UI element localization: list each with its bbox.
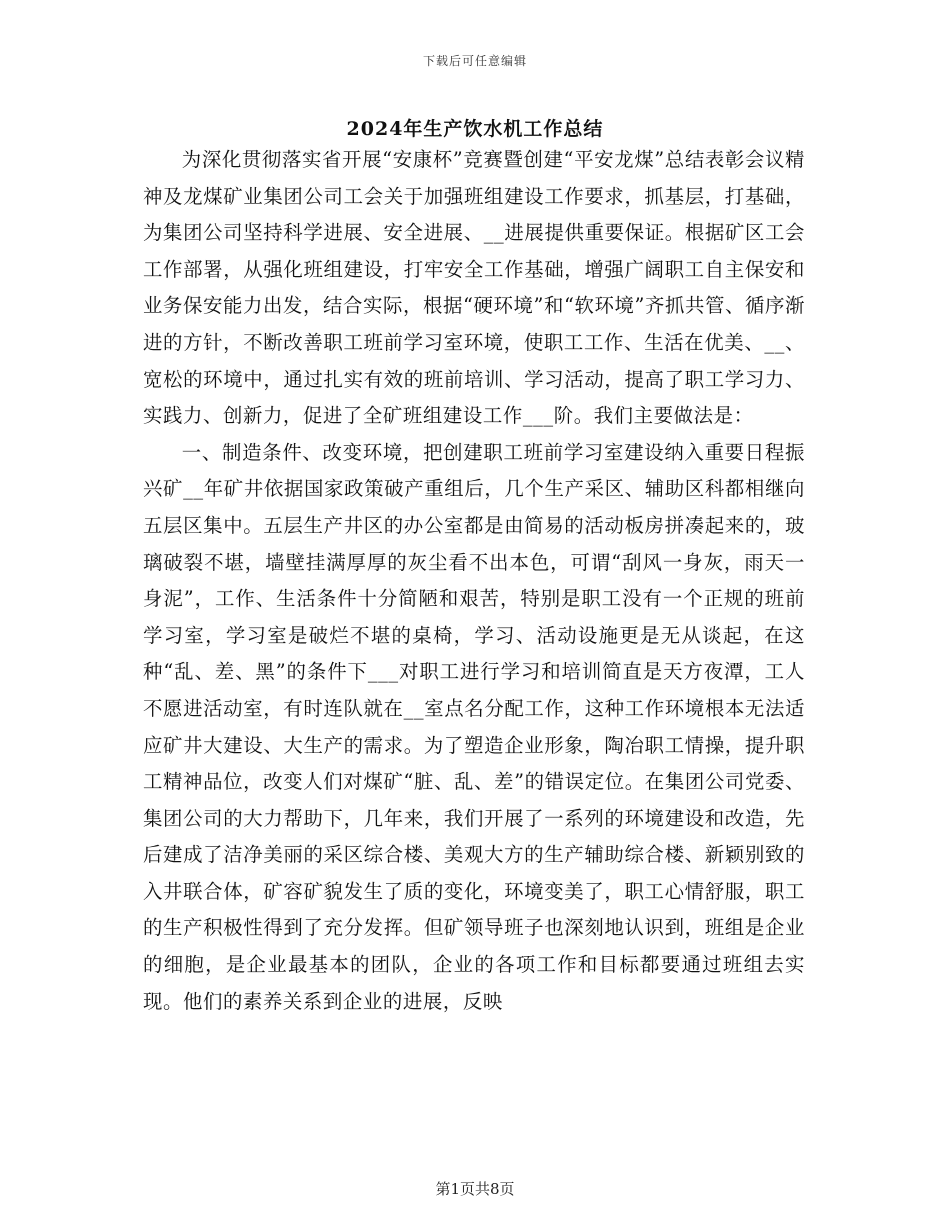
document-title: 2024年生产饮水机工作总结: [346, 118, 604, 140]
paragraph-section-one: 一、制造条件、改变环境，把创建职工班前学习室建设纳入重要日程振兴矿__年矿井依据国家政策破产重组后，几个生产采区、辅助区科都相继向五层区集中。五层生产井区的办公室都是由简易的活动板房拼凑起来的，玻璃破裂不堪，墙壁挂满厚厚的灰尘看不出本色，可谓“刮风一身灰，雨天一身泥”，工作、生活条件十分简陋和艰苦，特别是职工没有一个正规的班前学习室，学习室是破烂不堪的桌椅，学习、活动设施更是无从谈起，在这种“乱、差、黑”的条件下___对职工进行学习和培训简直是天方夜潭，工人不愿进活动室，有时连队就在__室点名分配工作，这种工作环境根本无法适应矿井大建设、大生产的需求。为了塑造企业形象，陶冶职工情操，提升职工精神品位，改变人们对煤矿“脏、乱、差”的错误定位。在集团公司党委、集团公司的大力帮助下，几年来，我们开展了一系列的环境建设和改造，先后建成了洁净美丽的采区综合楼、美观大方的生产辅助综合楼、新颖别致的入井联合体，矿容矿貌发生了质的变化，环境变美了，职工心情舒服，职工的生产积极性得到了充分发挥。但矿领导班子也深刻地认识到，班组是企业的细胞，是企业最基本的团队，企业的各项工作和目标都要通过班组去实现。他们的素养关系到企业的进展，反映: [143, 440, 805, 1013]
page-number-footer: 第1页共8页: [435, 1180, 515, 1198]
document-body: [143, 142, 805, 1020]
paragraph-intro: 为深化贯彻落实省开展“安康杯”竞赛暨创建“平安龙煤”总结表彰会议精神及龙煤矿业集团公司工会关于加强班组建设工作要求，抓基层，打基础，为集团公司坚持科学进展、安全进展、__进展提供重要保证。根据矿区工会工作部署，从强化班组建设，打牢安全工作基础，增强广阔职工自主保安和业务保安能力出发，结合实际，根据“硬环境”和“软环境”齐抓共管、循序渐进的方针，不断改善职工班前学习室环境，使职工工作、生活在优美、__、宽松的环境中，通过扎实有效的班前培训、学习活动，提高了职工学习力、实践力、创新力，促进了全矿班组建设工作___阶。我们主要做法是：: [143, 148, 805, 428]
header-note: 下载后可任意编辑: [422, 54, 527, 68]
